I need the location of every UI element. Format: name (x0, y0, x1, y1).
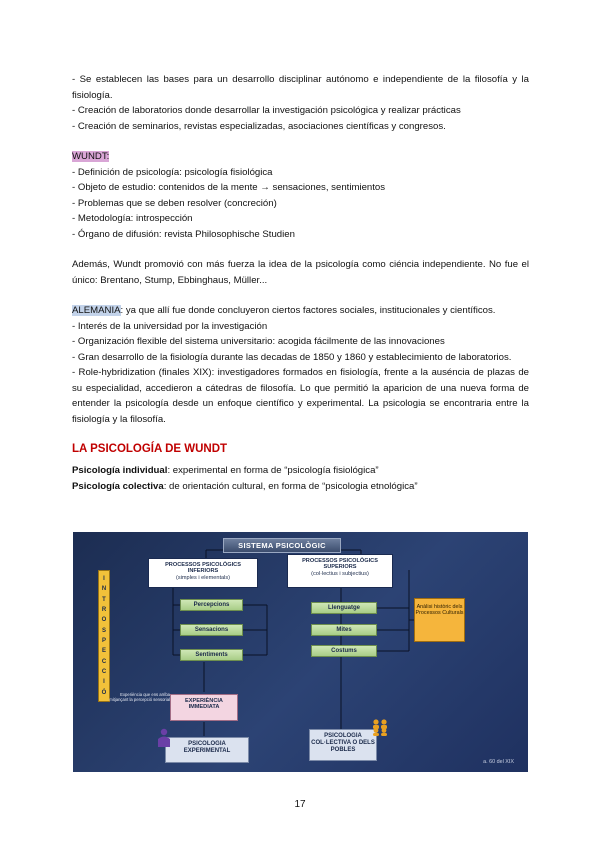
introspeccio-letter: E (101, 648, 106, 655)
person-icon (157, 728, 171, 748)
psicologia-individual-text: : experimental en forma de “psicología fisiológica” (167, 465, 379, 476)
wundt-line: - Órgano de difusión: revista Philosophische Studien (72, 228, 295, 240)
intro-list (72, 72, 529, 134)
introspeccio-letter: I (103, 679, 105, 686)
psicologia-colectiva-label: Psicología colectiva (72, 480, 164, 492)
alemania-heading: ALEMANIA (72, 305, 121, 316)
inferiors-sub: (simples i elementals) (175, 574, 231, 581)
introspeccio-letter: Ó (101, 689, 107, 696)
analisi-box: Anàlisi històric dels Processos Culturals (414, 598, 465, 642)
alemania-line: - Organización flexible del sistema universitario: acogida fácilmente de las innovaciones (72, 336, 445, 347)
psicologia-colectiva (72, 479, 529, 495)
alemania-section (72, 303, 529, 427)
intro-line: - Creación de seminarios, revistas especializadas, asociaciones científicas y congresos. (72, 120, 446, 132)
inferiors-box (148, 558, 258, 588)
superiors-sub: (col·lectius i subjectius) (311, 570, 369, 577)
corner-label: a. 60 del XIX (483, 759, 514, 765)
introspeccio-letter: R (101, 607, 107, 614)
psicologia-collectiva-box: PSICOLOGIA COL·LECTIVA O DELS POBLES (309, 729, 377, 761)
inferiors-title: PROCESSOS PSICOLÒGICS INFERIORS (165, 562, 241, 575)
introspeccio-letter: O (101, 617, 107, 624)
sensacions-box: Sensacions (180, 624, 243, 636)
introspeccio-letter: C (101, 669, 107, 676)
wundt-line: - Problemas que se deben resolver (concreción) (72, 197, 277, 209)
alemania-heading-rest: : ya que allí fue donde concluyeron ciertos factores sociales, institucionales y científicos. (120, 305, 496, 316)
page-number: 17 (294, 799, 306, 810)
introspeccio-letter: T (102, 596, 106, 603)
alemania-line: - Gran desarrollo de la fisiología durante las decadas de 1850 y 1860 y establecimiento de laboratorios. (72, 351, 512, 363)
intro-line: - Creación de laboratorios donde desarrollar la investigación psicológica y realizar prácticas (72, 105, 461, 116)
superiors-title: PROCESSOS PSICOLÒGICS SUPERIORS (302, 558, 378, 571)
sistema-psicologic-diagram (73, 532, 528, 772)
experiencia-immediata-box: EXPERIÈNCIA IMMEDIATA (170, 694, 238, 721)
introspeccio-bar (98, 570, 110, 702)
section-title: LA PSICOLOGÍA DE WUNDT (72, 443, 228, 455)
diagram-title: SISTEMA PSICOLÒGIC (223, 538, 341, 553)
document-body (72, 72, 529, 494)
alemania-line: - Interés de la universidad por la investigación (72, 320, 268, 332)
group-icon (371, 718, 389, 736)
wundt-line: - Definición de psicología: psicología fisiológica (72, 166, 273, 178)
intro-line: - Se establecen las bases para un desarrollo disciplinar autónomo e independiente de la filosofía y la fisiología. (72, 74, 529, 101)
wundt-line: - Metodología: introspección (72, 213, 193, 224)
superiors-box (287, 554, 393, 588)
wundt-line: - Objeto de estudio: contenidos de la mente → sensaciones, sentimientos (72, 182, 386, 193)
psicologia-individual-label: Psicología individual (72, 465, 168, 476)
mites-box: Mites (311, 624, 377, 636)
introspeccio-letter: N (101, 586, 107, 593)
wundt-heading: WUNDT: (72, 151, 110, 162)
psicologia-individual (72, 463, 529, 479)
introspeccio-letter: P (101, 638, 106, 645)
psicologia-experimental-box: PSICOLOGIA EXPERIMENTAL (165, 737, 249, 763)
introspeccio-letter: S (101, 627, 106, 634)
introspeccio-letter: I (103, 576, 105, 583)
ademas-paragraph: Además, Wundt promovió con más fuerza la idea de la psicología como ciéncia independiente. No fue el único: Brentano, Stump, Ebbinghaus, Müller... (72, 259, 529, 286)
experiencia-note: Experiència que ens arriba mitjançant la percepció sensorial (109, 692, 170, 703)
sentiments-box: Sentiments (180, 649, 243, 661)
costums-box: Costums (311, 645, 377, 657)
percepcions-box: Percepcions (180, 599, 243, 611)
llenguatge-box: Llenguatge (311, 602, 377, 614)
introspeccio-letter: C (101, 658, 107, 665)
wundt-section (72, 149, 529, 242)
alemania-line: - Role-hybridization (finales XIX): investigadores formados en fisiología, frente a la auséncia de plazas de su especialidad, accedieron a cátedras de filosofía. Lo que permitió la aparicion de una nueva forma de entender la psicología desde un enfoque científico y experimental. La psicologia se encontraria entre la fisiología y la filosofía. (72, 367, 529, 425)
psicologia-colectiva-text: : de orientación cultural, en forma de “psicologia etnológica” (163, 480, 418, 492)
